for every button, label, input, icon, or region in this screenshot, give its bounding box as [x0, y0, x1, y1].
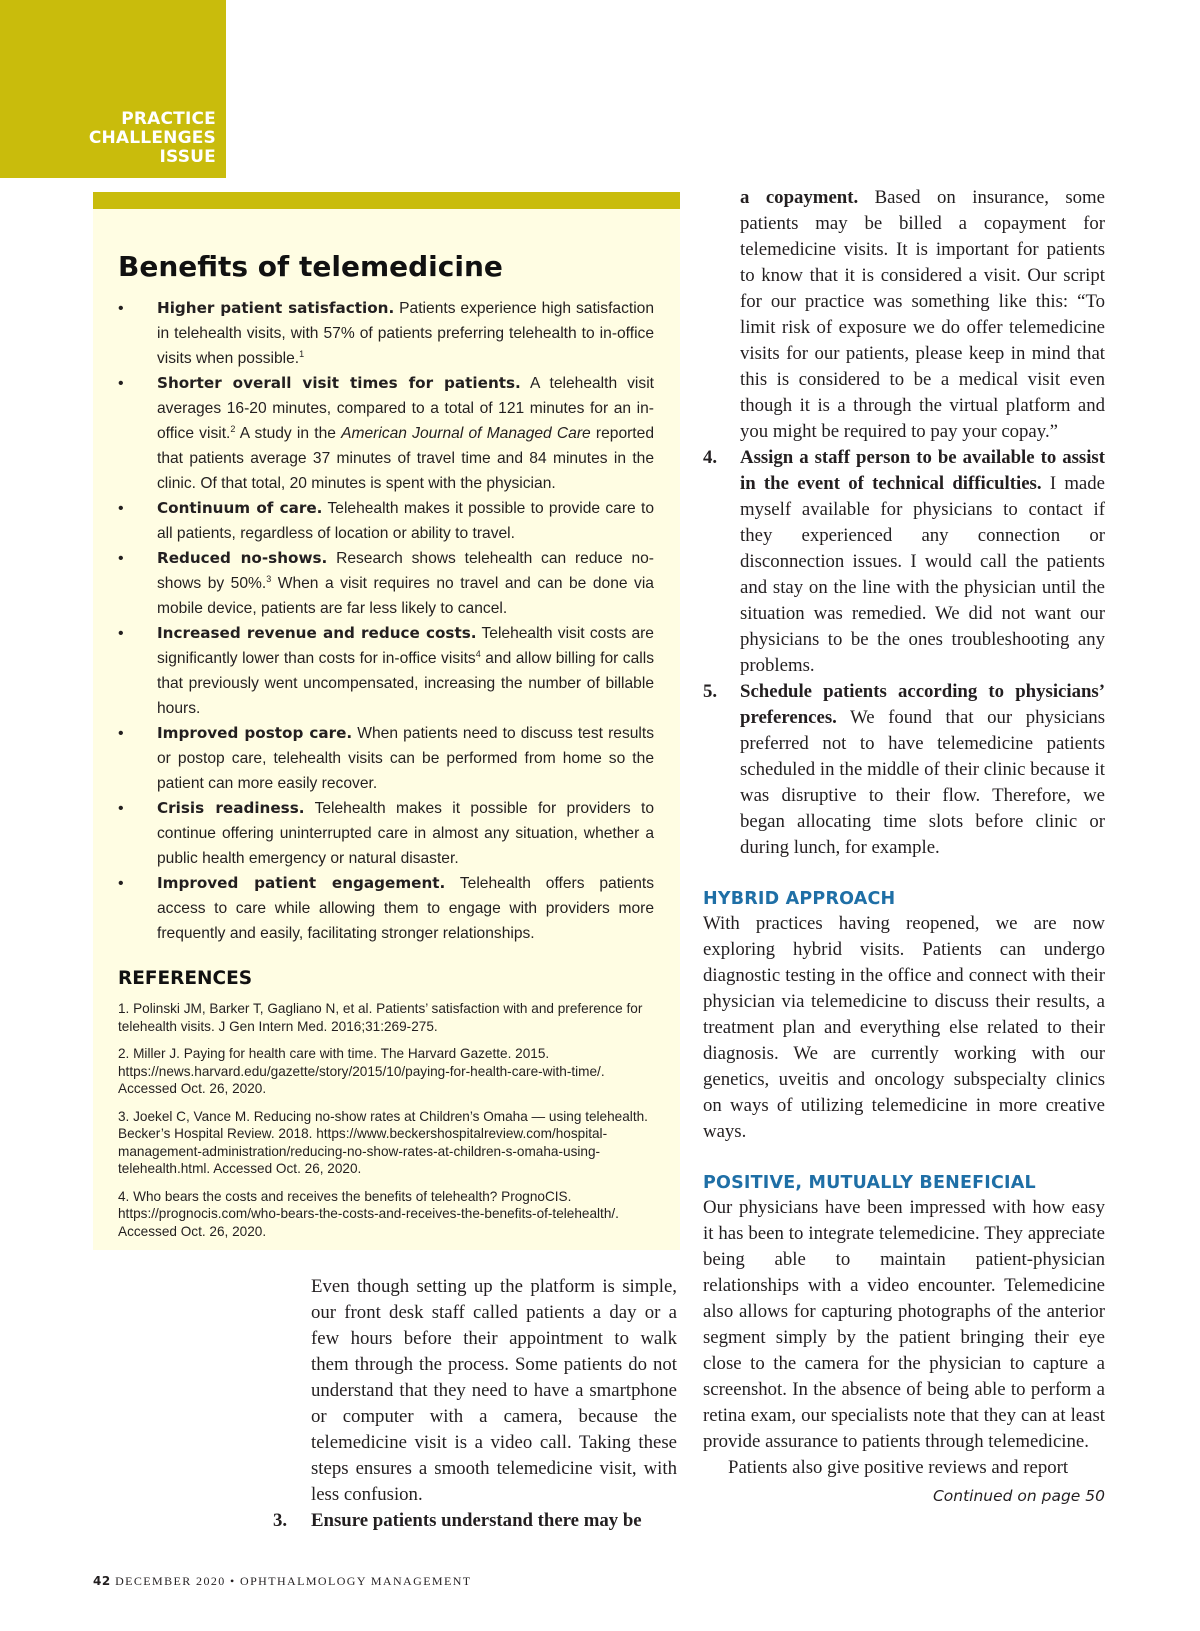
- section-heading-hybrid: HYBRID APPROACH: [703, 889, 896, 909]
- section-tab-line-1: PRACTICE: [121, 109, 216, 129]
- body-paragraph: Patients also give positive reviews and report: [728, 1457, 1069, 1478]
- item-text: I made myself available for physicians to contact if they experienced any connection or disconnection issues. I would call the patients and stay on the line with the physician until the situation was remedied. We did not want our physicians to be the ones troubleshooting any problems.: [740, 473, 1105, 676]
- bullet-icon: •: [118, 300, 124, 317]
- benefit-text: Telehealth makes it possible for providers to continue offering uninterrupted care in almost any situation, whether a public health emergency or natural disaster.: [157, 800, 654, 867]
- benefit-heading: Reduced no-shows.: [157, 549, 328, 567]
- benefit-text: Telehealth visit costs are significantly lower than costs for in-office visits: [157, 625, 654, 667]
- journal-title: American Journal of Managed Care: [341, 425, 591, 442]
- references-title: REFERENCES: [118, 968, 253, 989]
- item-text: We found that our physicians preferred not to have telemedicine patients scheduled in the middle of their clinic because it was disruptive to their flow. Therefore, we began allocating time slots before clinic or during lunch, for example.: [740, 707, 1105, 858]
- bullet-icon: •: [118, 875, 124, 892]
- benefit-heading: Increased revenue and reduce costs.: [157, 624, 477, 642]
- item-text: Based on insurance, some patients may be billed a copayment for telemedicine visits. It is important for patients to know that it is considered a visit. Our script for our practice was something like this: “To limit risk of exposure we do offer telemedicine visits for our patients, please keep in mind that this is considered to be a medical visit even though it is a through the virtual platform and you might be required to pay your copay.”: [740, 187, 1105, 442]
- bullet-icon: •: [118, 800, 124, 817]
- reference-item: 4. Who bears the costs and receives the benefits of telehealth? PrognoCIS. https://prognocis.com/who-bears-the-costs-and-receives-the-benefits-of-telehealth/. Accessed Oct. 26, 2020.: [118, 1188, 619, 1239]
- bullet-icon: •: [118, 550, 124, 567]
- right-column: [703, 185, 1105, 1509]
- benefit-item: [118, 371, 654, 496]
- benefit-item: [118, 871, 654, 946]
- section-tab-line-3: ISSUE: [159, 147, 216, 167]
- item-number: 3.: [273, 1510, 288, 1531]
- continued-note: Continued on page 50: [932, 1487, 1105, 1505]
- benefit-item: [118, 721, 654, 796]
- benefit-text: and allow billing for calls that previously went uncompensated, increasing the number of billable hours.: [157, 650, 654, 717]
- body-paragraph: Even though setting up the platform is simple, our front desk staff called patients a day or a few hours before their appointment to walk them through the process. Some patients do not understand that they need to have a smartphone or computer with a camera, because the telemedicine visit is a video call. Taking these steps ensures a smooth telemedicine visit, with less confusion.: [311, 1276, 677, 1505]
- item-number: 4.: [703, 447, 718, 468]
- reference-item: 1. Polinski JM, Barker T, Gagliano N, et al. Patients’ satisfaction with and preference for telehealth visits. J Gen Intern Med. 2016;31:269-275.: [118, 1001, 643, 1034]
- benefit-item: [118, 296, 654, 371]
- item-heading: Ensure patients understand there may be: [311, 1510, 642, 1531]
- benefit-heading: Continuum of care.: [157, 499, 323, 517]
- item-number: 5.: [703, 681, 718, 702]
- benefit-text: Telehealth offers patients access to care while allowing them to engage with providers more frequently and easily, facilitating stronger relationships.: [157, 875, 654, 942]
- benefit-heading: Improved patient engagement.: [157, 874, 446, 892]
- sidebar-title: Benefits of telemedicine: [118, 250, 503, 283]
- bullet-icon: •: [118, 500, 124, 517]
- benefit-item: [118, 546, 654, 621]
- numbered-item-5: [703, 679, 1105, 861]
- bullet-icon: •: [118, 725, 124, 742]
- ref-marker: 1: [299, 348, 305, 359]
- numbered-item-3: [273, 1508, 677, 1534]
- benefits-list: [118, 296, 654, 946]
- benefit-text: A telehealth visit averages 16-20 minutes, compared to a total of 121 minutes for an in-office visit.: [157, 375, 654, 442]
- footer-text: DECEMBER 2020 • OPHTHALMOLOGY MANAGEMENT: [110, 1574, 472, 1588]
- benefit-text: Research shows telehealth can reduce no-shows by 50%.: [157, 550, 654, 592]
- numbered-item-3-continued: [703, 185, 1105, 445]
- benefit-heading: Crisis readiness.: [157, 799, 305, 817]
- body-paragraph: With practices having reopened, we are now exploring hybrid visits. Patients can undergo diagnostic testing in the office and connect with their physician via telemedicine to discuss their results, a treatment plan and everything else related to their diagnosis. We are currently working with our genetics, uveitis and oncology subspecialty clinics on ways of utilizing telemedicine in more creative ways.: [703, 913, 1105, 1142]
- ref-marker: 3: [266, 573, 272, 584]
- section-heading-positive: POSITIVE, MUTUALLY BENEFICIAL: [703, 1173, 1036, 1193]
- benefit-item: [118, 621, 654, 721]
- numbered-item-4: [703, 445, 1105, 679]
- page-footer: [93, 1574, 472, 1589]
- benefit-heading: Shorter overall visit times for patients.: [157, 374, 521, 392]
- benefit-text: A study in the: [235, 425, 342, 442]
- sidebar-accent-bar: [93, 192, 680, 209]
- references-list: [118, 1000, 654, 1250]
- benefit-text: When a visit requires no travel and can be done via mobile device, patients are far less likely to cancel.: [157, 575, 654, 617]
- bullet-icon: •: [118, 625, 124, 642]
- body-paragraph: Our physicians have been impressed with how easy it has been to integrate telemedicine. They appreciate being able to maintain patient-physician relationships with a video encounter. Telemedicine also allows for capturing photographs of the anterior segment simply by the patient bringing their eye close to the camera for the physician to capture a screenshot. In the absence of being able to perform a retina exam, our specialists note that they can at least provide assurance to patients through telemedicine.: [703, 1197, 1105, 1452]
- benefit-heading: Higher patient satisfaction.: [157, 299, 395, 317]
- benefit-item: [118, 496, 654, 546]
- item-heading: Schedule patients according to physicians’ preferences.: [740, 681, 1105, 728]
- benefit-heading: Improved postop care.: [157, 724, 353, 742]
- item-heading: a copayment.: [740, 187, 859, 208]
- item-heading: Assign a staff person to be available to assist in the event of technical difficulties.: [740, 447, 1105, 494]
- section-tab: [0, 0, 226, 178]
- benefit-text: Patients experience high satisfaction in telehealth visits, with 57% of patients preferring telehealth to in-office visits when possible.: [157, 300, 655, 367]
- ref-marker: 2: [230, 423, 236, 434]
- benefit-text: When patients need to discuss test results or postop care, telehealth visits can be performed from home so the patient can more easily recover.: [157, 725, 655, 792]
- middle-column: [273, 1274, 677, 1534]
- reference-item: 2. Miller J. Paying for health care with time. The Harvard Gazette. 2015. https://news.harvard.edu/gazette/story/2015/10/paying-for-health-care-with-time/. Accessed Oct. 26, 2020.: [118, 1046, 605, 1096]
- page-number: 42: [93, 1574, 111, 1588]
- benefit-text: Telehealth makes it possible to provide care to all patients, regardless of location or ability to travel.: [157, 500, 654, 542]
- ref-marker: 4: [475, 648, 481, 659]
- bullet-icon: •: [118, 375, 124, 392]
- benefit-text: reported that patients average 37 minutes of travel time and 84 minutes in the clinic. Of that total, 20 minutes is spent with the physician.: [157, 425, 654, 492]
- section-tab-line-2: CHALLENGES: [88, 128, 216, 148]
- benefit-item: [118, 796, 654, 871]
- reference-item: 3. Joekel C, Vance M. Reducing no-show rates at Children’s Omaha — using telehealth. Becker’s Hospital Review. 2018. https://www.beckershospitalreview.com/hospital-management-administration/reducing-no-show-rates-at-children-s-omaha-using-telehealth.html. Accessed Oct. 26, 2020.: [118, 1108, 648, 1176]
- section-tab-label: [89, 110, 216, 167]
